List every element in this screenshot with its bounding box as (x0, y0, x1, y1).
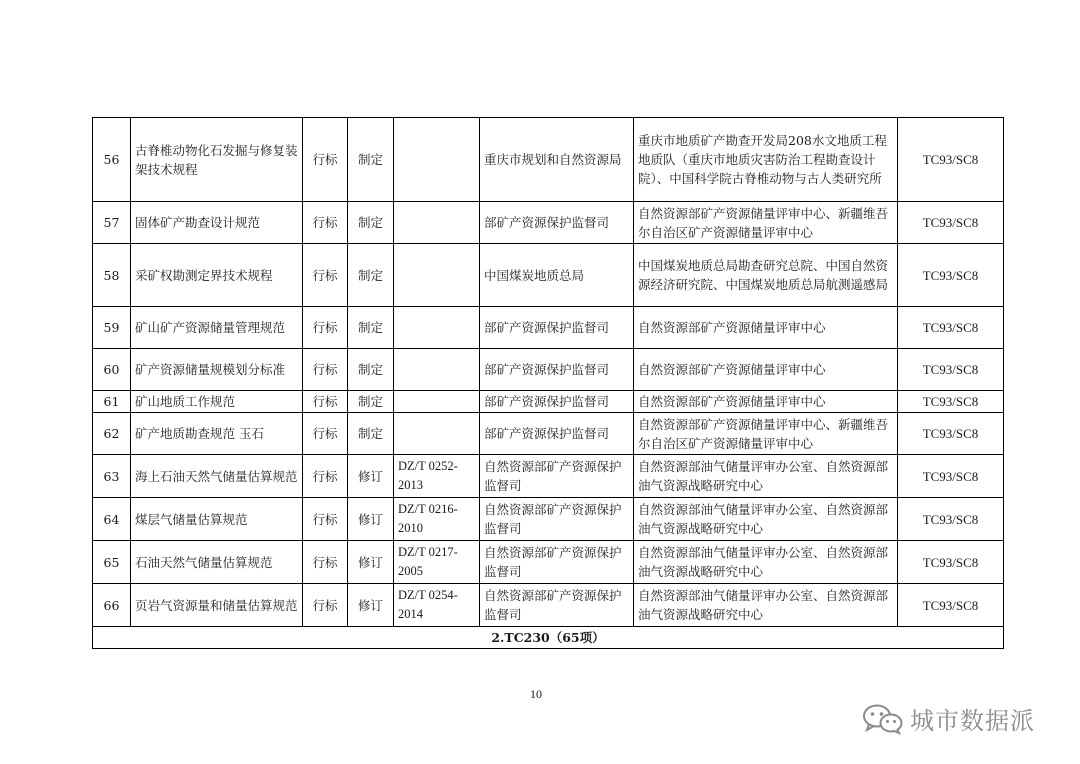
replaced-standard (394, 391, 480, 413)
technical-committee: TC93/SC8 (898, 244, 1004, 307)
row-number: 58 (93, 244, 131, 307)
table-row (93, 584, 1004, 627)
watermark (862, 701, 1035, 736)
drafting-organization: 自然资源部油气储量评审办公室、自然资源部油气资源战略研究中心 (634, 455, 898, 498)
drafting-organization: 自然资源部矿产资源储量评审中心 (634, 307, 898, 349)
standard-name: 海上石油天然气储量估算规范 (131, 455, 303, 498)
standard-type: 行标 (303, 307, 348, 349)
row-number: 64 (93, 498, 131, 541)
table-row (93, 413, 1004, 455)
row-number: 63 (93, 455, 131, 498)
table-row (93, 349, 1004, 391)
responsible-department: 自然资源部矿产资源保护监督司 (480, 455, 634, 498)
standard-type: 行标 (303, 413, 348, 455)
row-number: 61 (93, 391, 131, 413)
technical-committee: TC93/SC8 (898, 349, 1004, 391)
row-number: 59 (93, 307, 131, 349)
technical-committee: TC93/SC8 (898, 202, 1004, 244)
row-number: 66 (93, 584, 131, 627)
page-number: 10 (530, 687, 542, 701)
responsible-department: 部矿产资源保护监督司 (480, 413, 634, 455)
standard-name: 矿产资源储量规模划分标准 (131, 349, 303, 391)
responsible-department: 重庆市规划和自然资源局 (480, 118, 634, 202)
technical-committee: TC93/SC8 (898, 455, 1004, 498)
technical-committee: TC93/SC8 (898, 118, 1004, 202)
technical-committee: TC93/SC8 (898, 584, 1004, 627)
drafting-organization: 自然资源部矿产资源储量评审中心 (634, 391, 898, 413)
standard-type: 行标 (303, 349, 348, 391)
responsible-department: 部矿产资源保护监督司 (480, 349, 634, 391)
drafting-organization: 自然资源部矿产资源储量评审中心、新疆维吾尔自治区矿产资源储量评审中心 (634, 413, 898, 455)
standard-name: 矿山地质工作规范 (131, 391, 303, 413)
replaced-standard: DZ/T 0217-2005 (394, 541, 480, 584)
drafting-organization: 自然资源部油气储量评审办公室、自然资源部油气资源战略研究中心 (634, 584, 898, 627)
standard-name: 采矿权勘测定界技术规程 (131, 244, 303, 307)
table-row (93, 541, 1004, 584)
work-kind: 制定 (348, 413, 394, 455)
row-number: 65 (93, 541, 131, 584)
standard-name: 古脊椎动物化石发掘与修复装架技术规程 (131, 118, 303, 202)
responsible-department: 自然资源部矿产资源保护监督司 (480, 584, 634, 627)
drafting-organization: 重庆市地质矿产勘查开发局208水文地质工程地质队（重庆市地质灾害防治工程勘查设计院）、中国科学院古脊椎动物与古人类研究所 (634, 118, 898, 202)
drafting-organization: 自然资源部矿产资源储量评审中心 (634, 349, 898, 391)
drafting-organization: 自然资源部油气储量评审办公室、自然资源部油气资源战略研究中心 (634, 498, 898, 541)
replaced-standard (394, 244, 480, 307)
standard-name: 矿山矿产资源储量管理规范 (131, 307, 303, 349)
work-kind: 制定 (348, 118, 394, 202)
table-row (93, 307, 1004, 349)
row-number: 60 (93, 349, 131, 391)
replaced-standard (394, 349, 480, 391)
standard-type: 行标 (303, 455, 348, 498)
responsible-department: 中国煤炭地质总局 (480, 244, 634, 307)
technical-committee: TC93/SC8 (898, 498, 1004, 541)
replaced-standard (394, 307, 480, 349)
work-kind: 修订 (348, 498, 394, 541)
table-row (93, 244, 1004, 307)
work-kind: 制定 (348, 202, 394, 244)
technical-committee: TC93/SC8 (898, 413, 1004, 455)
replaced-standard: DZ/T 0254-2014 (394, 584, 480, 627)
responsible-department: 自然资源部矿产资源保护监督司 (480, 498, 634, 541)
standard-type: 行标 (303, 584, 348, 627)
table-row (93, 455, 1004, 498)
standard-type: 行标 (303, 498, 348, 541)
standards-table (92, 117, 1004, 649)
standard-name: 煤层气储量估算规范 (131, 498, 303, 541)
replaced-standard (394, 413, 480, 455)
responsible-department: 部矿产资源保护监督司 (480, 202, 634, 244)
work-kind: 制定 (348, 307, 394, 349)
work-kind: 制定 (348, 349, 394, 391)
row-number: 57 (93, 202, 131, 244)
work-kind: 修订 (348, 584, 394, 627)
work-kind: 修订 (348, 541, 394, 584)
standard-type: 行标 (303, 202, 348, 244)
drafting-organization: 自然资源部矿产资源储量评审中心、新疆维吾尔自治区矿产资源储量评审中心 (634, 202, 898, 244)
section-header-row (93, 627, 1004, 649)
row-number: 62 (93, 413, 131, 455)
technical-committee: TC93/SC8 (898, 541, 1004, 584)
replaced-standard: DZ/T 0252-2013 (394, 455, 480, 498)
standard-name: 矿产地质勘查规范 玉石 (131, 413, 303, 455)
standard-type: 行标 (303, 541, 348, 584)
work-kind: 制定 (348, 244, 394, 307)
table-row (93, 118, 1004, 202)
standard-name: 固体矿产勘查设计规范 (131, 202, 303, 244)
table-row (93, 498, 1004, 541)
standard-type: 行标 (303, 244, 348, 307)
replaced-standard: DZ/T 0216-2010 (394, 498, 480, 541)
work-kind: 制定 (348, 391, 394, 413)
responsible-department: 部矿产资源保护监督司 (480, 307, 634, 349)
responsible-department: 部矿产资源保护监督司 (480, 391, 634, 413)
table-row (93, 202, 1004, 244)
standard-type: 行标 (303, 118, 348, 202)
drafting-organization: 中国煤炭地质总局勘查研究总院、中国自然资源经济研究院、中国煤炭地质总局航测遥感局 (634, 244, 898, 307)
replaced-standard (394, 118, 480, 202)
watermark-text: 城市数据派 (910, 707, 1035, 735)
standard-name: 石油天然气储量估算规范 (131, 541, 303, 584)
technical-committee: TC93/SC8 (898, 307, 1004, 349)
responsible-department: 自然资源部矿产资源保护监督司 (480, 541, 634, 584)
section-title: 2.TC230（65项） (93, 627, 1004, 649)
standard-name: 页岩气资源量和储量估算规范 (131, 584, 303, 627)
work-kind: 修订 (348, 455, 394, 498)
technical-committee: TC93/SC8 (898, 391, 1004, 413)
row-number: 56 (93, 118, 131, 202)
wechat-icon (862, 703, 904, 735)
table-row (93, 391, 1004, 413)
drafting-organization: 自然资源部油气储量评审办公室、自然资源部油气资源战略研究中心 (634, 541, 898, 584)
replaced-standard (394, 202, 480, 244)
standard-type: 行标 (303, 391, 348, 413)
